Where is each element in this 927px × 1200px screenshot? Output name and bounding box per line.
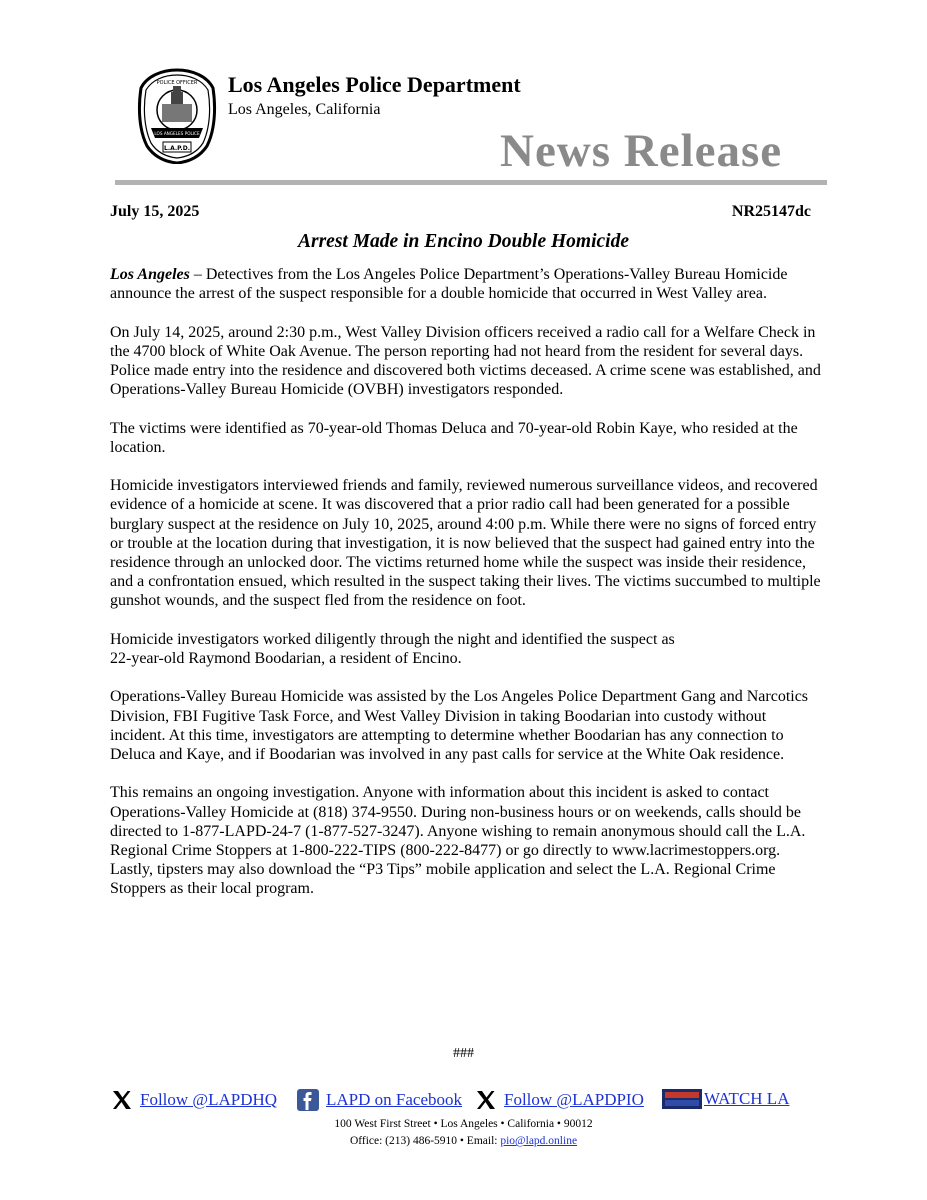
follow-lapdhq-link[interactable] — [110, 1088, 277, 1112]
paragraph-5-line-1: Homicide investigators worked diligently through the night and identified the suspect as — [110, 630, 675, 648]
dateline: Los Angeles — [110, 266, 190, 283]
contact-line — [0, 1135, 927, 1147]
paragraph-4: Homicide investigators interviewed friends and family, reviewed numerous surveillance videos, and recovered evidence of a homicide at scene. It was discovered that a prior radio call had been generated for a possible burglary suspect at the residence on July 10, 2025, around 4:00 p.m. While there were no signs of forced entry or trouble at the location during that investigation, it is now believed that the suspect had gained entry into the residence through an unlocked door. The victims returned home while the suspect was inside their residence, and a confrontation ensued, which resulted in the suspect taking their lives. The victims succumbed to multiple gunshot wounds, and the suspect fled from the residence on foot. — [110, 477, 821, 610]
lapd-badge-logo — [137, 68, 217, 164]
footer-social-links — [110, 1088, 830, 1114]
paragraph-1-text: – Detectives from the Los Angeles Police Department’s Operations-Valley Bureau Homicide announce the arrest of the suspect responsible for a double homicide that occurred in West Valley area. — [110, 266, 788, 303]
badge-top-text: POLICE OFFICER — [156, 80, 198, 86]
paragraph-5-line-2: 22-year-old Raymond Boodarian, a resident of Encino. — [110, 650, 462, 667]
lapd-facebook-link[interactable] — [296, 1088, 462, 1112]
follow-lapdpio-label[interactable]: Follow @LAPDPIO — [504, 1090, 644, 1109]
end-mark: ### — [453, 1046, 474, 1061]
office-phone: Office: (213) 486-5910 • Email: — [349, 1135, 501, 1147]
follow-lapdhq-label[interactable]: Follow @LAPDHQ — [140, 1090, 278, 1109]
follow-lapdpio-link[interactable] — [474, 1088, 644, 1112]
x-icon — [474, 1088, 498, 1112]
department-city: Los Angeles, California — [228, 101, 381, 118]
paragraph-2: On July 14, 2025, around 2:30 p.m., West Valley Division officers received a radio call for a Welfare Check in the 4700 block of White Oak Avenue. The person reporting had not heard from the resident for several days. Police made entry into the residence and discovered both victims deceased. A crime scene was established, and Operations-Valley Bureau Homicide (OVBH) investigators responded. — [110, 323, 821, 399]
x-icon — [110, 1088, 134, 1112]
office-address: 100 West First Street • Los Angeles • California • 90012 — [334, 1118, 593, 1130]
headline: Arrest Made in Encino Double Homicide — [298, 231, 629, 252]
watch-la-link[interactable] — [662, 1088, 789, 1110]
paragraph-5 — [110, 630, 825, 668]
paragraph-7: This remains an ongoing investigation. Anyone with information about this incident is asked to contact Operations-Valley Homicide at (818) 374-9550. During non-business hours or on weekends, calls should be directed to 1-877-LAPD-24-7 (1-877-527-3247). Anyone wishing to remain anonymous should call the L.A. Regional Crime Stoppers at 1-800-222-TIPS (800-222-8477) or go directly to www.lacrimestoppers.org. Lastly, tipsters may also download the “P3 Tips” mobile application and select the L.A. Regional Crime Stoppers as their local program. — [110, 784, 806, 898]
badge-initials: L.A.P.D. — [164, 145, 190, 152]
watch-la-icon — [662, 1088, 702, 1110]
paragraph-1 — [110, 265, 825, 303]
facebook-icon — [296, 1088, 320, 1112]
badge-bottom-text: LOS ANGELES POLICE — [154, 131, 200, 136]
header-divider — [115, 180, 827, 185]
release-number: NR25147dc — [731, 203, 811, 220]
paragraph-3: The victims were identified as 70-year-old Thomas Deluca and 70-year-old Robin Kaye, who resided at the location. — [110, 419, 798, 456]
release-date: July 15, 2025 — [110, 203, 200, 220]
release-body — [110, 265, 825, 918]
lapd-facebook-label[interactable]: LAPD on Facebook — [326, 1090, 462, 1109]
department-name: Los Angeles Police Department — [228, 72, 521, 97]
watch-la-label[interactable]: WATCH LA — [704, 1089, 790, 1108]
paragraph-6: Operations-Valley Bureau Homicide was assisted by the Los Angeles Police Department Gang and Narcotics Division, FBI Fugitive Task Force, and West Valley Division in taking Boodarian into custody without incident. At this time, investigators are attempting to determine whether Boodarian has any connection to Deluca and Kaye, and if Boodarian was involved in any past calls for service at the White Oak residence. — [110, 688, 809, 763]
email-link[interactable]: pio@lapd.online — [500, 1135, 578, 1147]
news-release-title: News Release — [500, 125, 783, 177]
